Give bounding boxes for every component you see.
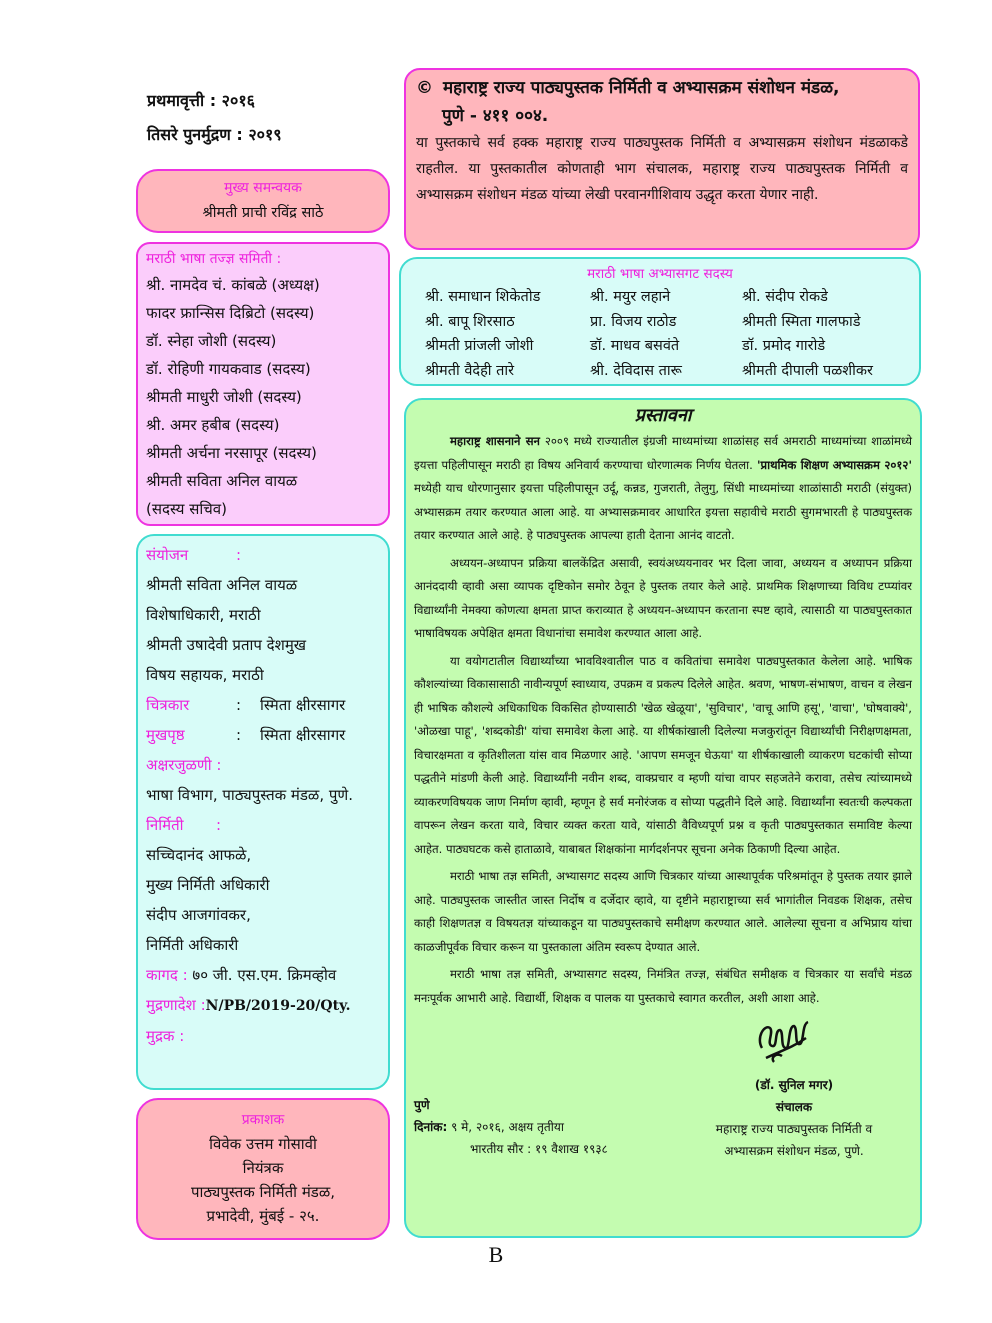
colon: : xyxy=(236,726,242,744)
committee-member: श्रीमती सविता अनिल वायळ xyxy=(146,472,298,490)
paper-value: ७० जी. एस.एम. क्रिमव्होव xyxy=(192,966,337,984)
chief-coordinator-name: श्रीमती प्राची रविंद्र साठे xyxy=(202,205,324,221)
study-member: श्रीमती वैदेही तारे xyxy=(425,362,515,379)
copyright-icon: © xyxy=(416,78,433,98)
printer-label: मुद्रक : xyxy=(146,1027,185,1045)
chief-coordinator-box xyxy=(136,169,390,233)
signatory-title: संचालक xyxy=(775,1100,813,1114)
committee-member: डॉ. स्नेहा जोशी (सदस्य) xyxy=(146,332,277,350)
production-label: निर्मिती xyxy=(146,816,184,834)
preface-box xyxy=(404,398,922,1238)
preface-p1-bold: महाराष्ट्र शासनाने सन xyxy=(450,434,540,448)
committee-member: डॉ. रोहिणी गायकवाड (सदस्य) xyxy=(146,360,311,378)
preface-p1-text2: मध्येही याच धोरणानुसार इयत्ता पहिलीपासून उर्दू, कन्नड, गुजराती, तेलुगु, सिंधी माध्यमांच्या शाळांसाठी मराठी (संयुक्त) अभ्यासक्रम तयार करण्यात आला आहे. या अभ्यासक्रमावर आधारित इयत्ता सहावीचे मराठी सुगमभारती हे पाठ्यपुस्तक तयार करण्यात आले आहे. हे पाठ्यपुस्तक आपल्या हाती देताना आनंद वाटतो. xyxy=(414,481,912,542)
reprint-edition: तिसरे पुनर्मुद्रण : २०१९ xyxy=(147,125,282,144)
committee-member: (सदस्य सचिव) xyxy=(146,500,228,518)
first-edition: प्रथमावृत्ती : २०१६ xyxy=(147,91,255,110)
staff-credits-box xyxy=(136,534,390,1090)
signature-area xyxy=(414,1014,912,1184)
coordination-label: संयोजन xyxy=(146,546,189,564)
production-line: मुख्य निर्मिती अधिकारी xyxy=(146,876,270,894)
copyright-org: महाराष्ट्र राज्य पाठ्यपुस्तक निर्मिती व अभ्यासक्रम संशोधन मंडळ, xyxy=(443,78,840,98)
copyright-body: या पुस्तकाचे सर्व हक्क महाराष्ट्र राज्य पाठ्यपुस्तक निर्मिती व अभ्यासक्रम संशोधन मंडळाकडे राहतील. या पुस्तकातील कोणताही भाग संचालक, महाराष्ट्र राज्य पाठ्यपुस्तक निर्मिती व अभ्यासक्रम संशोधन मंडळ यांच्या लेखी परवानगीशिवाय उद्धृत करता येणार नाही. xyxy=(416,135,908,203)
study-member: प्रा. विजय राठोड xyxy=(590,313,677,330)
publisher-line: विवेक उत्तम गोसावी xyxy=(209,1135,317,1153)
expert-committee-box xyxy=(136,242,390,526)
copyright-address: पुणे - ४११ ००४. xyxy=(442,106,549,126)
preface-p1-text: २००९ मध्ये राज्यातील इंग्रजी माध्यमांच्या शाळांसह सर्व अमराठी माध्यमांच्या शाळांमध्ये इयत्ता पहिलीपासून मराठी हा विषय अनिवार्य करण्याचा धोरणात्मक निर्णय घेतला. xyxy=(414,434,912,472)
expert-committee-heading: मराठी भाषा तज्ज्ञ समिती : xyxy=(146,251,282,267)
signatory-org-line2: अभ्यासक्रम संशोधन मंडळ, पुणे. xyxy=(724,1144,864,1158)
production-row xyxy=(146,810,380,840)
preface-paragraph-5: मराठी भाषा तज्ञ समिती, अभ्यासगट सदस्य, निमंत्रित तज्ज्ञ, संबंधित समीक्षक व चित्रकार या सर्वांचे मंडळ मनःपूर्वक आभारी आहे. विद्यार्थी, शिक्षक व पालक या पुस्तकाचे स्वागत करतील, अशी आशा आहे. xyxy=(414,967,912,1005)
chief-coordinator-heading: मुख्य समन्वयक xyxy=(224,180,302,196)
study-member: श्री. समाधान शिकेतोड xyxy=(425,289,541,305)
cover-label: मुखपृष्ठ xyxy=(146,726,185,744)
signatory-block xyxy=(674,1074,914,1162)
edition-info xyxy=(147,84,282,152)
illustrator-row xyxy=(146,690,380,720)
signatory-org-line1: महाराष्ट्र राज्य पाठ्यपुस्तक निर्मिती व xyxy=(715,1122,873,1136)
study-member: श्री. संदीप रोकडे xyxy=(742,289,828,305)
typesetting-value: भाषा विभाग, पाठ्यपुस्तक मंडळ, पुणे. xyxy=(146,786,353,804)
study-member: श्रीमती प्रांजली जोशी xyxy=(425,338,534,354)
coordination-line: विशेषाधिकारी, मराठी xyxy=(146,606,261,624)
copyright-title xyxy=(416,74,908,130)
place-date-block xyxy=(414,1094,608,1160)
study-group-box xyxy=(399,257,921,386)
study-member: श्री. बापू शिरसाठ xyxy=(425,313,515,330)
coordination-line: विषय सहायक, मराठी xyxy=(146,666,264,684)
copyright-box xyxy=(404,68,920,250)
typesetting-label: अक्षरजुळणी : xyxy=(146,756,222,774)
place: पुणे xyxy=(414,1098,430,1112)
publisher-line: पाठ्यपुस्तक निर्मिती मंडळ, xyxy=(191,1183,335,1201)
study-member: श्रीमती दीपाली पळशीकर xyxy=(742,362,873,379)
colon: : xyxy=(236,696,242,714)
illustrator-name: स्मिता क्षीरसागर xyxy=(260,696,346,714)
production-line: संदीप आजगांवकर, xyxy=(146,906,251,924)
print-order-label: मुद्रणादेश : xyxy=(146,996,206,1014)
date-row xyxy=(414,1116,608,1138)
cover-row xyxy=(146,720,380,750)
preface-p1-bold2: 'प्राथमिक शिक्षण अभ्यासक्रम २०१२' xyxy=(756,457,913,472)
committee-member: फादर फ्रान्सिस दिब्रिटो (सदस्य) xyxy=(146,304,315,322)
date-label: दिनांक: xyxy=(414,1120,448,1134)
preface-paragraph-1 xyxy=(414,430,912,548)
preface-paragraph-2: अध्ययन-अध्यापन प्रक्रिया बालकेंद्रित असावी, स्वयंअध्ययनावर भर दिला जावा, अध्ययन व अध्यापन प्रक्रिया आनंददायी व्हावी असा व्यापक दृष्टिकोन समोर ठेवून हे पुस्तक तयार केले आहे. प्राथमिक शिक्षणाच्या विविध टप्प्यांवर विद्यार्थ्यांनी नेमक्या कोणत्या क्षमता प्राप्त कराव्यात हे अध्ययन-अध्यापन करताना स्पष्ट व्हावे, त्यासाठी या पाठ्यपुस्तकात भाषाविषयक अपेक्षित क्षमता विधानांचा समावेश करण्यात आला आहे. xyxy=(414,555,912,640)
cover-name: स्मिता क्षीरसागर xyxy=(260,726,346,744)
committee-member: श्रीमती माधुरी जोशी (सदस्य) xyxy=(146,388,302,406)
print-order-row xyxy=(146,990,380,1021)
study-member: डॉ. माधव बसवंते xyxy=(590,338,680,354)
study-member: श्री. देविदास तारू xyxy=(590,362,682,379)
committee-member: श्री. अमर हबीब (सदस्य) xyxy=(146,416,280,434)
study-member: श्रीमती स्मिता गालफाडे xyxy=(742,313,861,330)
publisher-line: नियंत्रक xyxy=(242,1159,284,1177)
study-member: डॉ. प्रमोद गारोडे xyxy=(742,338,826,354)
production-line: निर्मिती अधिकारी xyxy=(146,936,239,954)
print-order-value: N/PB/2019-20/Qty. xyxy=(205,998,351,1014)
coordination-line: श्रीमती सविता अनिल वायळ xyxy=(146,576,298,594)
preface-paragraph-4: मराठी भाषा तज्ञ समिती, अभ्यासगट सदस्य आणि चित्रकार यांच्या आस्थापूर्वक परिश्रमांतून हे पुस्तक तयार झाले आहे. पाठ्यपुस्तक जास्तीत जास्त निर्दोष व दर्जेदार व्हावे, या दृष्टीने महाराष्ट्राच्या सर्व भागांतील निवडक शिक्षक, तसेच काही शिक्षणतज्ञ व विषयतज्ञ यांच्याकडून या पाठ्यपुस्तकाचे समीक्षण करण्यात आले. आलेल्या सूचना व अभिप्राय यांचा काळजीपूर्वक विचार करून या पुस्तकाला अंतिम स्वरूप देण्यात आले. xyxy=(414,869,912,954)
signature-icon xyxy=(754,1018,814,1066)
coordination-row xyxy=(146,540,380,570)
date-value: ९ मे, २०१६, अक्षय तृतीया xyxy=(447,1120,564,1134)
preface-paragraph-3: या वयोगटातील विद्यार्थ्यांच्या भावविश्वातील पाठ व कवितांचा समावेश पाठ्यपुस्तकात केलेला आहे. भाषिक कौशल्यांच्या विकासासाठी नावीन्यपूर्ण स्वाध्याय, उपक्रम व प्रकल्प दिलेले आहेत. श्रवण, भाषण-संभाषण, वाचन व लेखन ही भाषिक कौशल्ये अधिकाधिक विकसित होण्यासाठी 'खेळ खेळूया', 'सुविचार', 'वाचू आणि हसू', 'वाचा', 'घोषवाक्ये', 'ओळखा पाहू', 'शब्दकोडी' यांचा समावेश केला आहे. या शीर्षकांखाली दिलेल्या मजकुरांतून विद्यार्थ्यांची निरीक्षणक्षमता, विचारक्षमता व कृतिशीलता यांस वाव मिळणार आहे. 'आपण समजून घेऊया' या शीर्षकाखाली व्याकरण घटकांची सोप्या पद्धतीने मांडणी केली आहे. विद्यार्थ्यांनी नवीन शब्द, वाक्प्रचार व म्हणी यांचा वापर सहजतेने करावा, तसेच त्यांच्यामध्ये व्याकरणविषयक जाण निर्माण व्हावी, म्हणून हे सर्व मनोरंजक व सोप्या पद्धतीने दिले आहे. विद्यार्थ्यांना स्वतःची कल्पकता वापरून लेखन करता यावे, विचार व्यक्त करता यावे, यांसाठी वैविध्यपूर्ण प्रश्न व कृती पाठ्यपुस्तकात समाविष्ट केल्या आहेत. पाठ्यघटक कसे हाताळावे, याबाबत शिक्षकांना मार्गदर्शनपर सूचना अनेक ठिकाणी दिल्या आहेत. xyxy=(414,653,912,856)
signatory-name: (डॉ. सुनिल मगर) xyxy=(754,1078,834,1092)
coordination-line: श्रीमती उषादेवी प्रताप देशमुख xyxy=(146,636,307,654)
paper-label: कागद : xyxy=(146,966,188,984)
study-member: श्री. मयुर लहाने xyxy=(590,289,671,305)
colon: : xyxy=(236,546,242,564)
publisher-heading: प्रकाशक xyxy=(241,1112,285,1128)
page-number: B xyxy=(488,1242,504,1267)
preface-title: प्रस्तावना xyxy=(634,405,692,426)
committee-member: श्रीमती अर्चना नरसापूर (सदस्य) xyxy=(146,444,317,462)
indian-date: भारतीय सौर : १९ वैशाख १९३८ xyxy=(470,1142,608,1156)
paper-row xyxy=(146,960,380,990)
publisher-box xyxy=(136,1098,390,1240)
colon: : xyxy=(216,816,222,834)
study-group-members xyxy=(425,285,919,383)
illustrator-label: चित्रकार xyxy=(146,696,190,714)
committee-member: श्री. नामदेव चं. कांबळे (अध्यक्ष) xyxy=(146,276,320,294)
publisher-line: प्रभादेवी, मुंबई - २५. xyxy=(206,1207,320,1225)
production-line: सच्चिदानंद आफळे, xyxy=(146,846,252,864)
study-group-heading: मराठी भाषा अभ्यासगट सदस्य xyxy=(587,266,733,282)
